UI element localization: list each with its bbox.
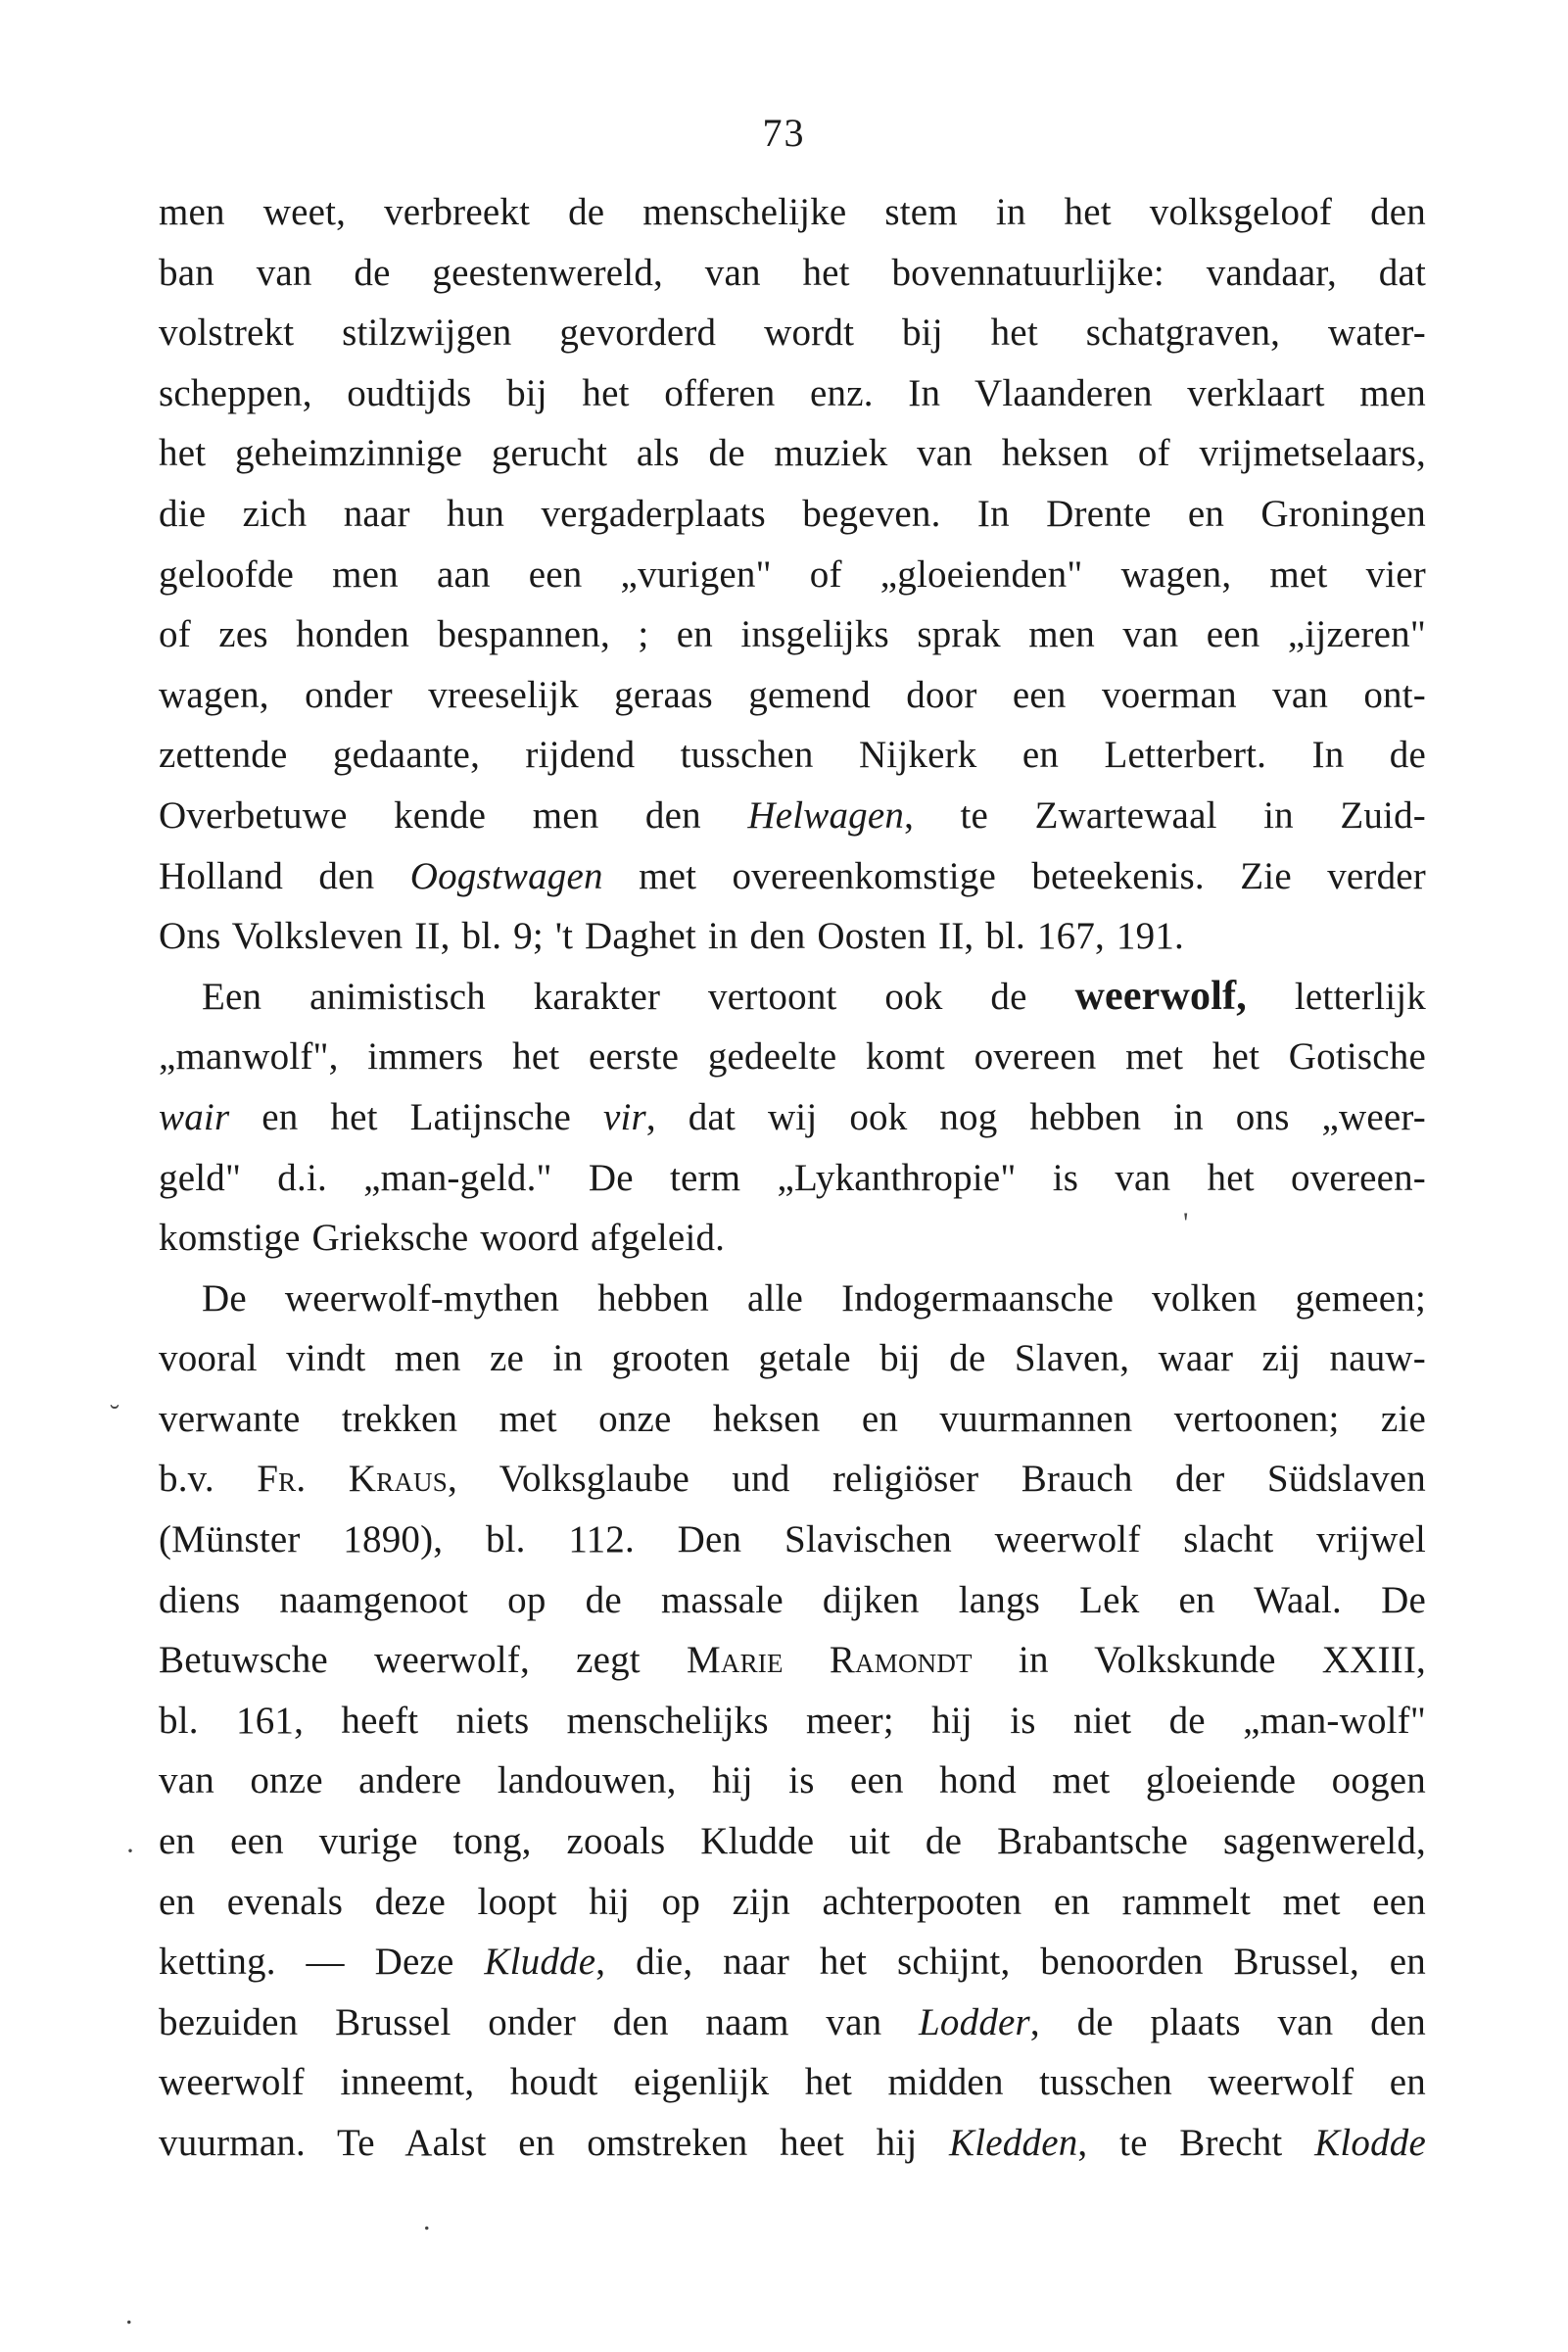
text-line	[159, 1992, 1426, 2053]
text-line: Ons Volksleven II, bl. 9; 't Daghet in den Oosten II, bl. 167, 191.	[159, 915, 1184, 958]
text-line: bl. 161, heeft niets menschelijks meer; hij is niet de „man-wolf"	[159, 1699, 1426, 1742]
text-line: weerwolf inneemt, houdt eigenlijk het midden tusschen weerwolf en	[159, 2061, 1426, 2104]
italic-term: Klodde	[1314, 2122, 1426, 2164]
text-run: Een animistisch karakter vertoont ook de	[202, 975, 1075, 1018]
text-run: Overbetuwe kende men den	[159, 793, 748, 837]
author-name: Marie Ramondt	[687, 1639, 973, 1682]
text-line: men weet, verbreekt de menschelijke stem in het volksgeloof den	[159, 191, 1426, 233]
text-line: „manwolf", immers het eerste gedeelte komt overeen met het Gotische	[159, 1035, 1426, 1079]
text-line: en evenals deze loopt hij op zijn achterpooten en rammelt met een	[159, 1880, 1426, 1923]
italic-term: Oogstwagen	[409, 854, 603, 897]
text-line	[159, 846, 1426, 907]
text-line: vooral vindt men ze in grooten getale bij de Slaven, waar zij nauw-	[159, 1337, 1426, 1380]
text-run: , die, naar het schijnt, benoorden Brussel, en	[595, 1941, 1426, 1984]
text-run: , dat wij ook nog hebben in ons „weer-	[645, 1095, 1426, 1138]
text-line: geloofde men aan een „vurigen" of „gloeienden" wagen, met vier	[159, 552, 1426, 596]
text-line: geld" d.i. „man-geld." De term „Lykanthropie" is van het overeen-	[159, 1156, 1426, 1199]
margin-speck: .	[125, 2298, 133, 2330]
text-run: en het Latijnsche	[229, 1095, 603, 1138]
text-run: ketting. — Deze	[159, 1941, 485, 1984]
margin-speck: '	[1183, 1207, 1189, 1239]
text-run: b.v.	[159, 1458, 258, 1501]
text-line: verwante trekken met onze heksen en vuurmannen vertoonen; zie	[159, 1397, 1426, 1440]
text-run: , de plaats van den	[1029, 2000, 1426, 2043]
text-line: scheppen, oudtijds bij het offeren enz. In Vlaanderen verklaart men	[159, 371, 1426, 414]
italic-term: Kludde	[484, 1941, 596, 1984]
italic-term: Kledden	[949, 2122, 1078, 2164]
italic-term: vir	[602, 1095, 646, 1138]
text-line: komstige Grieksche woord afgeleid.	[159, 1217, 726, 1260]
text-run: , te Zwartewaal in Zuid-	[904, 793, 1426, 837]
text-line: zettende gedaante, rijdend tusschen Nijkerk en Letterbert. In de	[159, 734, 1426, 777]
text-line	[159, 786, 1426, 846]
text-line: (Münster 1890), bl. 112. Den Slavischen weerwolf slacht vrijwel	[159, 1518, 1426, 1561]
text-run: Betuwsche weerwolf, zegt	[159, 1639, 687, 1682]
text-run: vuurman. Te Aalst en omstreken heet hij	[159, 2122, 950, 2164]
text-line: die zich naar hun vergaderplaats begeven. In Drente en Groningen	[159, 492, 1426, 535]
text-line: het geheimzinnige gerucht als de muziek van heksen of vrijmetselaars,	[159, 432, 1426, 475]
text-run: letterlijk	[1247, 975, 1426, 1018]
text-line	[159, 1630, 1426, 1691]
text-line: ban van de geestenwereld, van het bovennatuurlijke: vandaar, dat	[159, 251, 1426, 294]
italic-term: Helwagen	[747, 793, 905, 837]
text-line	[159, 1932, 1426, 1992]
text-line: volstrekt stilzwijgen gevorderd wordt bij het schatgraven, water-	[159, 312, 1426, 355]
text-run: , te Brecht	[1077, 2122, 1315, 2164]
text-line: of zes honden bespannen, ; en insgelijks sprak men van een „ijzeren"	[159, 613, 1426, 656]
margin-speck: ·	[125, 1835, 135, 1867]
text-line: De weerwolf-mythen hebben alle Indogermaansche volken gemeen;	[202, 1276, 1426, 1320]
text-run: Holland den	[159, 854, 410, 897]
margin-speck: .	[423, 2204, 431, 2236]
bold-term: weerwolf,	[1074, 973, 1248, 1019]
text-line: en een vurige tong, zooals Kludde uit de Brabantsche sagenwereld,	[159, 1820, 1426, 1863]
italic-term: Lodder	[919, 2000, 1030, 2043]
margin-speck: ˘	[110, 1399, 119, 1431]
body-text	[159, 182, 1426, 2174]
page-number: 73	[762, 111, 806, 155]
text-line	[159, 2113, 1426, 2174]
text-run: , Volksglaube und religiöser Brauch der Südslaven	[447, 1458, 1426, 1501]
text-line	[159, 1449, 1426, 1510]
text-line	[159, 1087, 1426, 1148]
text-line	[159, 967, 1426, 1028]
italic-term: wair	[159, 1095, 230, 1138]
text-line: diens naamgenoot op de massale dijken langs Lek en Waal. De	[159, 1578, 1426, 1621]
text-run: in Volkskunde XXIII,	[972, 1639, 1426, 1682]
text-run: met overeenkomstige beteekenis. Zie verder	[602, 854, 1426, 897]
text-run: bezuiden Brussel onder den naam van	[159, 2000, 920, 2043]
author-name: Fr. Kraus	[257, 1458, 448, 1501]
text-line: wagen, onder vreeselijk geraas gemend door een voerman van ont-	[159, 673, 1426, 716]
text-line: van onze andere landouwen, hij is een hond met gloeiende oogen	[159, 1759, 1426, 1802]
